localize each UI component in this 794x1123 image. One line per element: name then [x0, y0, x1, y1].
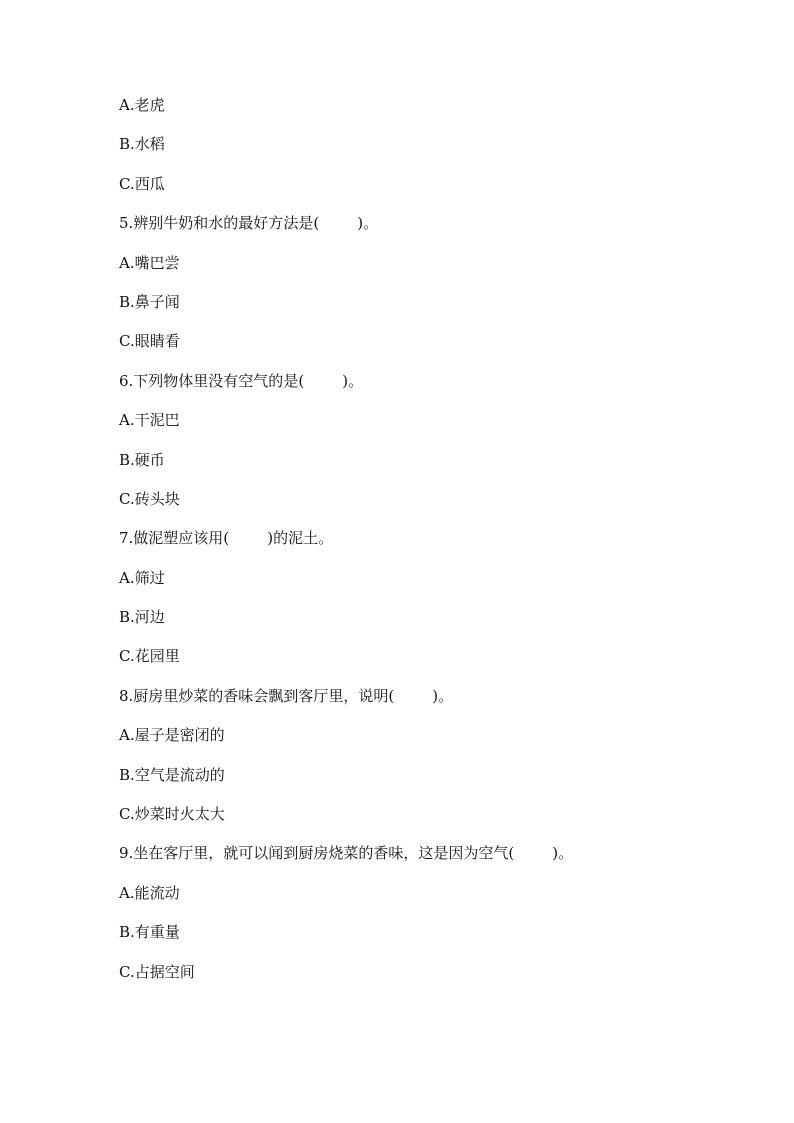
- option-text: B.鼻子闻: [119, 292, 180, 311]
- option-text: A.嘴巴尝: [119, 253, 180, 272]
- question-text: 9.坐在客厅里，就可以闻到厨房烧菜的香味，这是因为空气( )。: [119, 844, 574, 863]
- option-text: B.有重量: [119, 923, 180, 942]
- question-text: 8.厨房里炒菜的香味会飘到客厅里，说明( )。: [119, 686, 454, 705]
- question-text: 7.做泥塑应该用( )的泥土。: [119, 529, 334, 548]
- option-text: B.硬币: [119, 450, 165, 469]
- option-text: C.占据空间: [119, 962, 195, 981]
- question-list: [119, 94, 719, 1000]
- option-text: A.筛过: [119, 568, 165, 587]
- option-text: C.西瓜: [119, 174, 165, 193]
- option-text: C.眼睛看: [119, 332, 180, 351]
- option-text: B.水稻: [119, 135, 165, 154]
- question-text: 5.辨别牛奶和水的最好方法是( )。: [119, 214, 379, 233]
- option-text: A.干泥巴: [119, 411, 180, 430]
- question-text: 6.下列物体里没有空气的是( )。: [119, 371, 364, 390]
- option-text: A.老虎: [119, 96, 165, 114]
- option-text: C.花园里: [119, 647, 180, 666]
- option-text: C.砖头块: [119, 489, 180, 508]
- option-text: A.能流动: [119, 883, 180, 902]
- option-text: C.炒菜时火太大: [119, 805, 225, 824]
- option-text: A.屋子是密闭的: [119, 726, 225, 745]
- option-text: B.河边: [119, 608, 165, 627]
- option-text: B.空气是流动的: [119, 765, 225, 784]
